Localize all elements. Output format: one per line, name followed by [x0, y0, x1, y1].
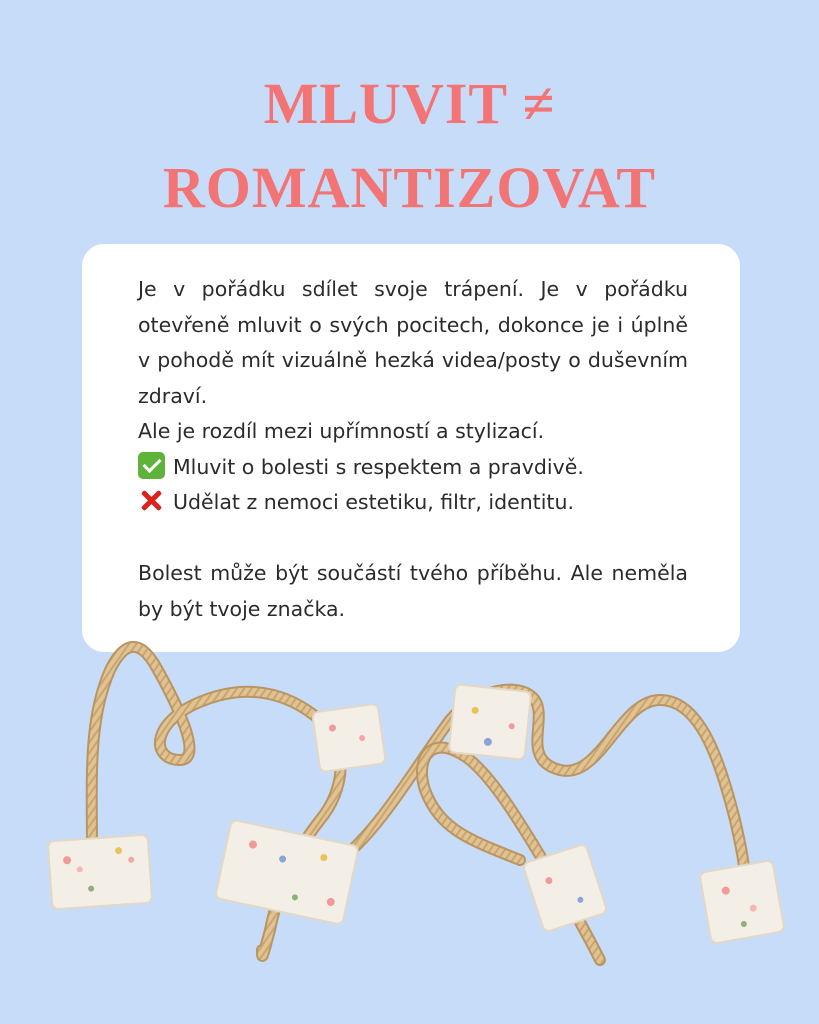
twine-cord: [92, 647, 745, 960]
cross-icon: [138, 487, 165, 514]
closing-paragraph: Bolest může být součástí tvého příběhu. Ale neměla by být tvoje značka.: [138, 561, 688, 621]
dont-item-text: Udělat z nemoci estetiku, filtr, identitu.: [173, 490, 574, 514]
contrast-line: Ale je rozdíl mezi upřímností a stylizací.: [138, 419, 545, 443]
title-line-2: ROMANTIZOVAT: [162, 155, 657, 220]
twine-garland-illustration: [0, 620, 819, 1024]
floral-clip: [449, 684, 532, 760]
text-card: [82, 244, 740, 652]
floral-clip: [215, 820, 359, 925]
floral-clip: [312, 704, 386, 773]
floral-clip: [699, 860, 784, 944]
spacer: [138, 521, 688, 557]
floral-clip: [48, 835, 152, 910]
page-title: [0, 62, 819, 230]
title-line-1: MLUVIT ≠: [263, 71, 556, 136]
do-item: [138, 450, 688, 486]
check-icon: [138, 452, 165, 479]
paper-clips: [48, 684, 785, 944]
dont-item: [138, 485, 688, 521]
intro-paragraph: Je v pořádku sdílet svoje trápení. Je v pořádku otevřeně mluvit o svých pocitech, dokonce je i úplně v pohodě mít vizuálně hezká videa/posty o duševním zdraví.: [138, 277, 688, 408]
do-item-text: Mluvit o bolesti s respektem a pravdivě.: [173, 454, 584, 479]
